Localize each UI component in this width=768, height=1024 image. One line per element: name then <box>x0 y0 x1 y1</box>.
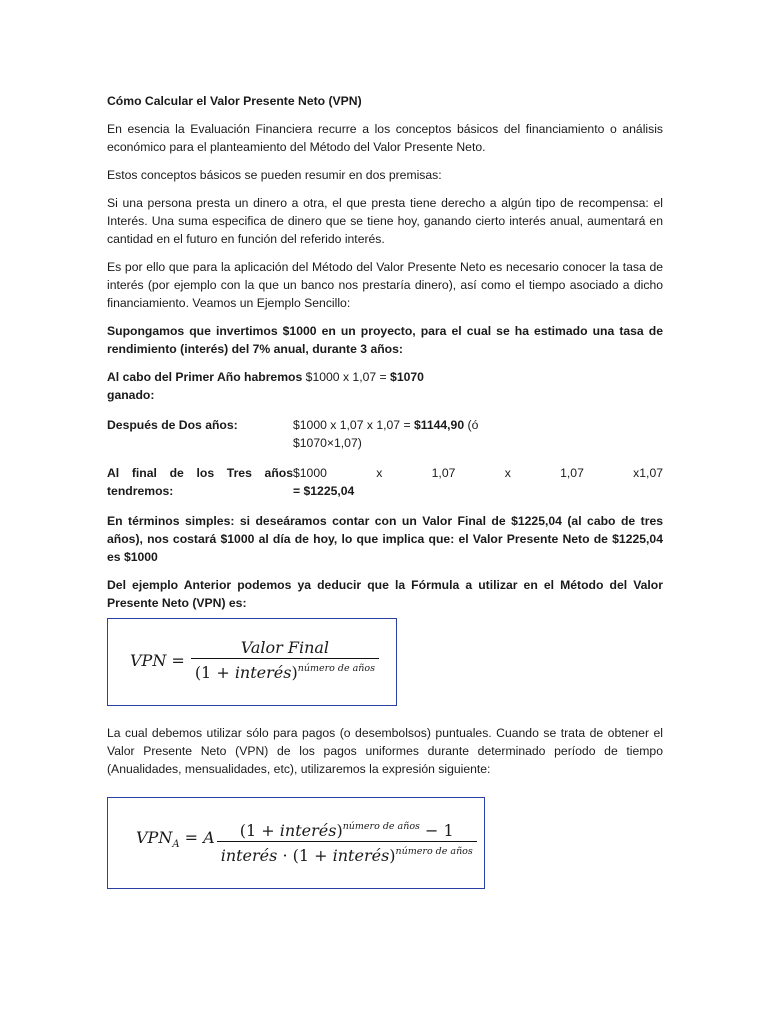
calc-year-two-value-block <box>293 416 663 452</box>
formula-vpn-numerator: Valor Final <box>240 638 330 657</box>
formula-vpn-den-close: ) <box>291 663 298 682</box>
document-body <box>107 92 663 622</box>
formula-vpn-den-open: (1 + <box>194 663 235 682</box>
calc-year-one-line <box>107 368 663 386</box>
formula-annuity-numerator <box>236 818 458 841</box>
formula-annuity-den-mid: · (1 + <box>277 846 333 865</box>
paragraph-premises: Estos conceptos básicos se pueden resumir en dos premisas: <box>107 168 442 182</box>
formula-annuity-num-var: interés <box>279 821 337 840</box>
paragraph-method: Es por ello que para la aplicación del Método del Valor Presente Neto es necesario conocer la tasa de interés (por ejemplo con la que un banco nos prestaría dinero), así como el tiempo asociado a dicho financiamiento. Veamos un Ejemplo Sencillo: <box>107 260 663 310</box>
formula-annuity-lhs-text: VPN <box>136 828 173 847</box>
formula-vpn-fraction <box>191 639 379 682</box>
calc-year-one-label-2: ganado: <box>107 388 155 402</box>
formula-vpn-lhs: VPN = <box>130 650 185 670</box>
formula-annuity-denominator <box>217 841 477 865</box>
conclusion-part-2: Valor Final de $1225,04 <box>422 514 562 528</box>
formula-annuity-num-exp: número de años <box>342 821 420 832</box>
calc-year-three-label-block <box>107 464 293 500</box>
formula-vpn <box>130 639 379 682</box>
paragraph-annuities: La cual debemos utilizar sólo para pagos (o desembolsos) puntuales. Cuando se trata de obtener el Valor Presente Neto (VPN) de los pagos uniformes durante determinado período de tiempo (Anualidades, mensualidades, etc), utilizaremos la expresión siguiente: <box>107 726 663 776</box>
formula-annuity-num-close: ) <box>336 821 343 840</box>
calc-year-three-value: $1000 x 1,07 x 1,07 x1,07 <box>293 466 663 480</box>
formula-vpn-exponent: número de años <box>297 663 375 674</box>
paragraph-interest: Si una persona presta un dinero a otra, el que presta tiene derecho a algún tipo de recompensa: el Interés. Una suma especifica de dinero que se tiene hoy, ganando cierto interés anual, aumentará en cantidad en el futuro en función del referido interés. <box>107 196 663 246</box>
calc-year-two-label: Después de Dos años: <box>107 418 238 432</box>
formula-annuity-num-open: (1 + <box>239 821 280 840</box>
formula-annuity-lhs-sub: A <box>172 839 180 850</box>
calc-year-one-label: Al cabo del Primer Año habremos <box>107 370 303 384</box>
conclusion-part-3: (al cabo de tres años), nos costará $1000 al día de hoy, lo que implica que: el Valor Presente Neto de $1225,04 es $1000 <box>107 514 663 564</box>
formula-annuity-den-var: interés <box>220 846 278 865</box>
formula-annuity-den-close: ) <box>389 846 396 865</box>
calc-year-three-value-block <box>293 464 663 500</box>
calc-year-three-label-2: tendremos: <box>107 484 174 498</box>
calc-year-three-result: = $1225,04 <box>293 484 355 498</box>
formula-box-vpn-annuity <box>107 797 485 889</box>
calc-year-one-result: $1070 <box>390 370 424 384</box>
formula-annuity-den-var2: interés <box>332 846 390 865</box>
formula-vpn-annuity <box>136 818 477 865</box>
formula-vpn-denominator <box>191 658 379 682</box>
calc-year-two-value: $1000 x 1,07 x 1,07 = <box>293 418 414 432</box>
paragraph-conclusion <box>107 512 663 566</box>
formula-annuity-fraction <box>217 818 477 865</box>
paragraph-example: Supongamos que invertimos $1000 en un proyecto, para el cual se ha estimado una tasa de rendimiento (interés) del 7% anual, durante 3 años: <box>107 324 663 356</box>
calc-year-three-label: Al final de los Tres años <box>107 466 293 480</box>
formula-annuity-eq: = A <box>179 828 215 847</box>
page-title: Cómo Calcular el Valor Presente Neto (VPN) <box>107 94 362 108</box>
formula-annuity-den-exp: número de años <box>395 846 473 857</box>
document-body-lower <box>107 724 663 788</box>
formula-annuity-lhs <box>136 829 215 854</box>
paragraph-intro: En esencia la Evaluación Financiera recurre a los conceptos básicos del financiamiento o análisis económico para el planteamiento del Método del Valor Presente Neto. <box>107 122 663 154</box>
calc-year-three <box>107 464 663 500</box>
calc-year-two <box>107 416 663 452</box>
formula-vpn-den-var: interés <box>234 663 292 682</box>
calc-year-one <box>107 368 663 404</box>
calc-year-two-result: $1144,90 <box>413 418 465 432</box>
conclusion-part-1: En términos simples: si deseáramos contar con un <box>107 514 423 528</box>
calc-year-two-tail: (ó <box>464 418 479 432</box>
formula-box-vpn <box>107 618 397 706</box>
formula-annuity-num-tail: − 1 <box>419 821 454 840</box>
paragraph-formula-intro: Del ejemplo Anterior podemos ya deducir que la Fórmula a utilizar en el Método del Valor Presente Neto (VPN) es: <box>107 578 663 610</box>
calc-year-two-line-2: $1070×1,07) <box>293 436 362 450</box>
calc-year-one-value: $1000 x 1,07 = <box>305 370 391 384</box>
